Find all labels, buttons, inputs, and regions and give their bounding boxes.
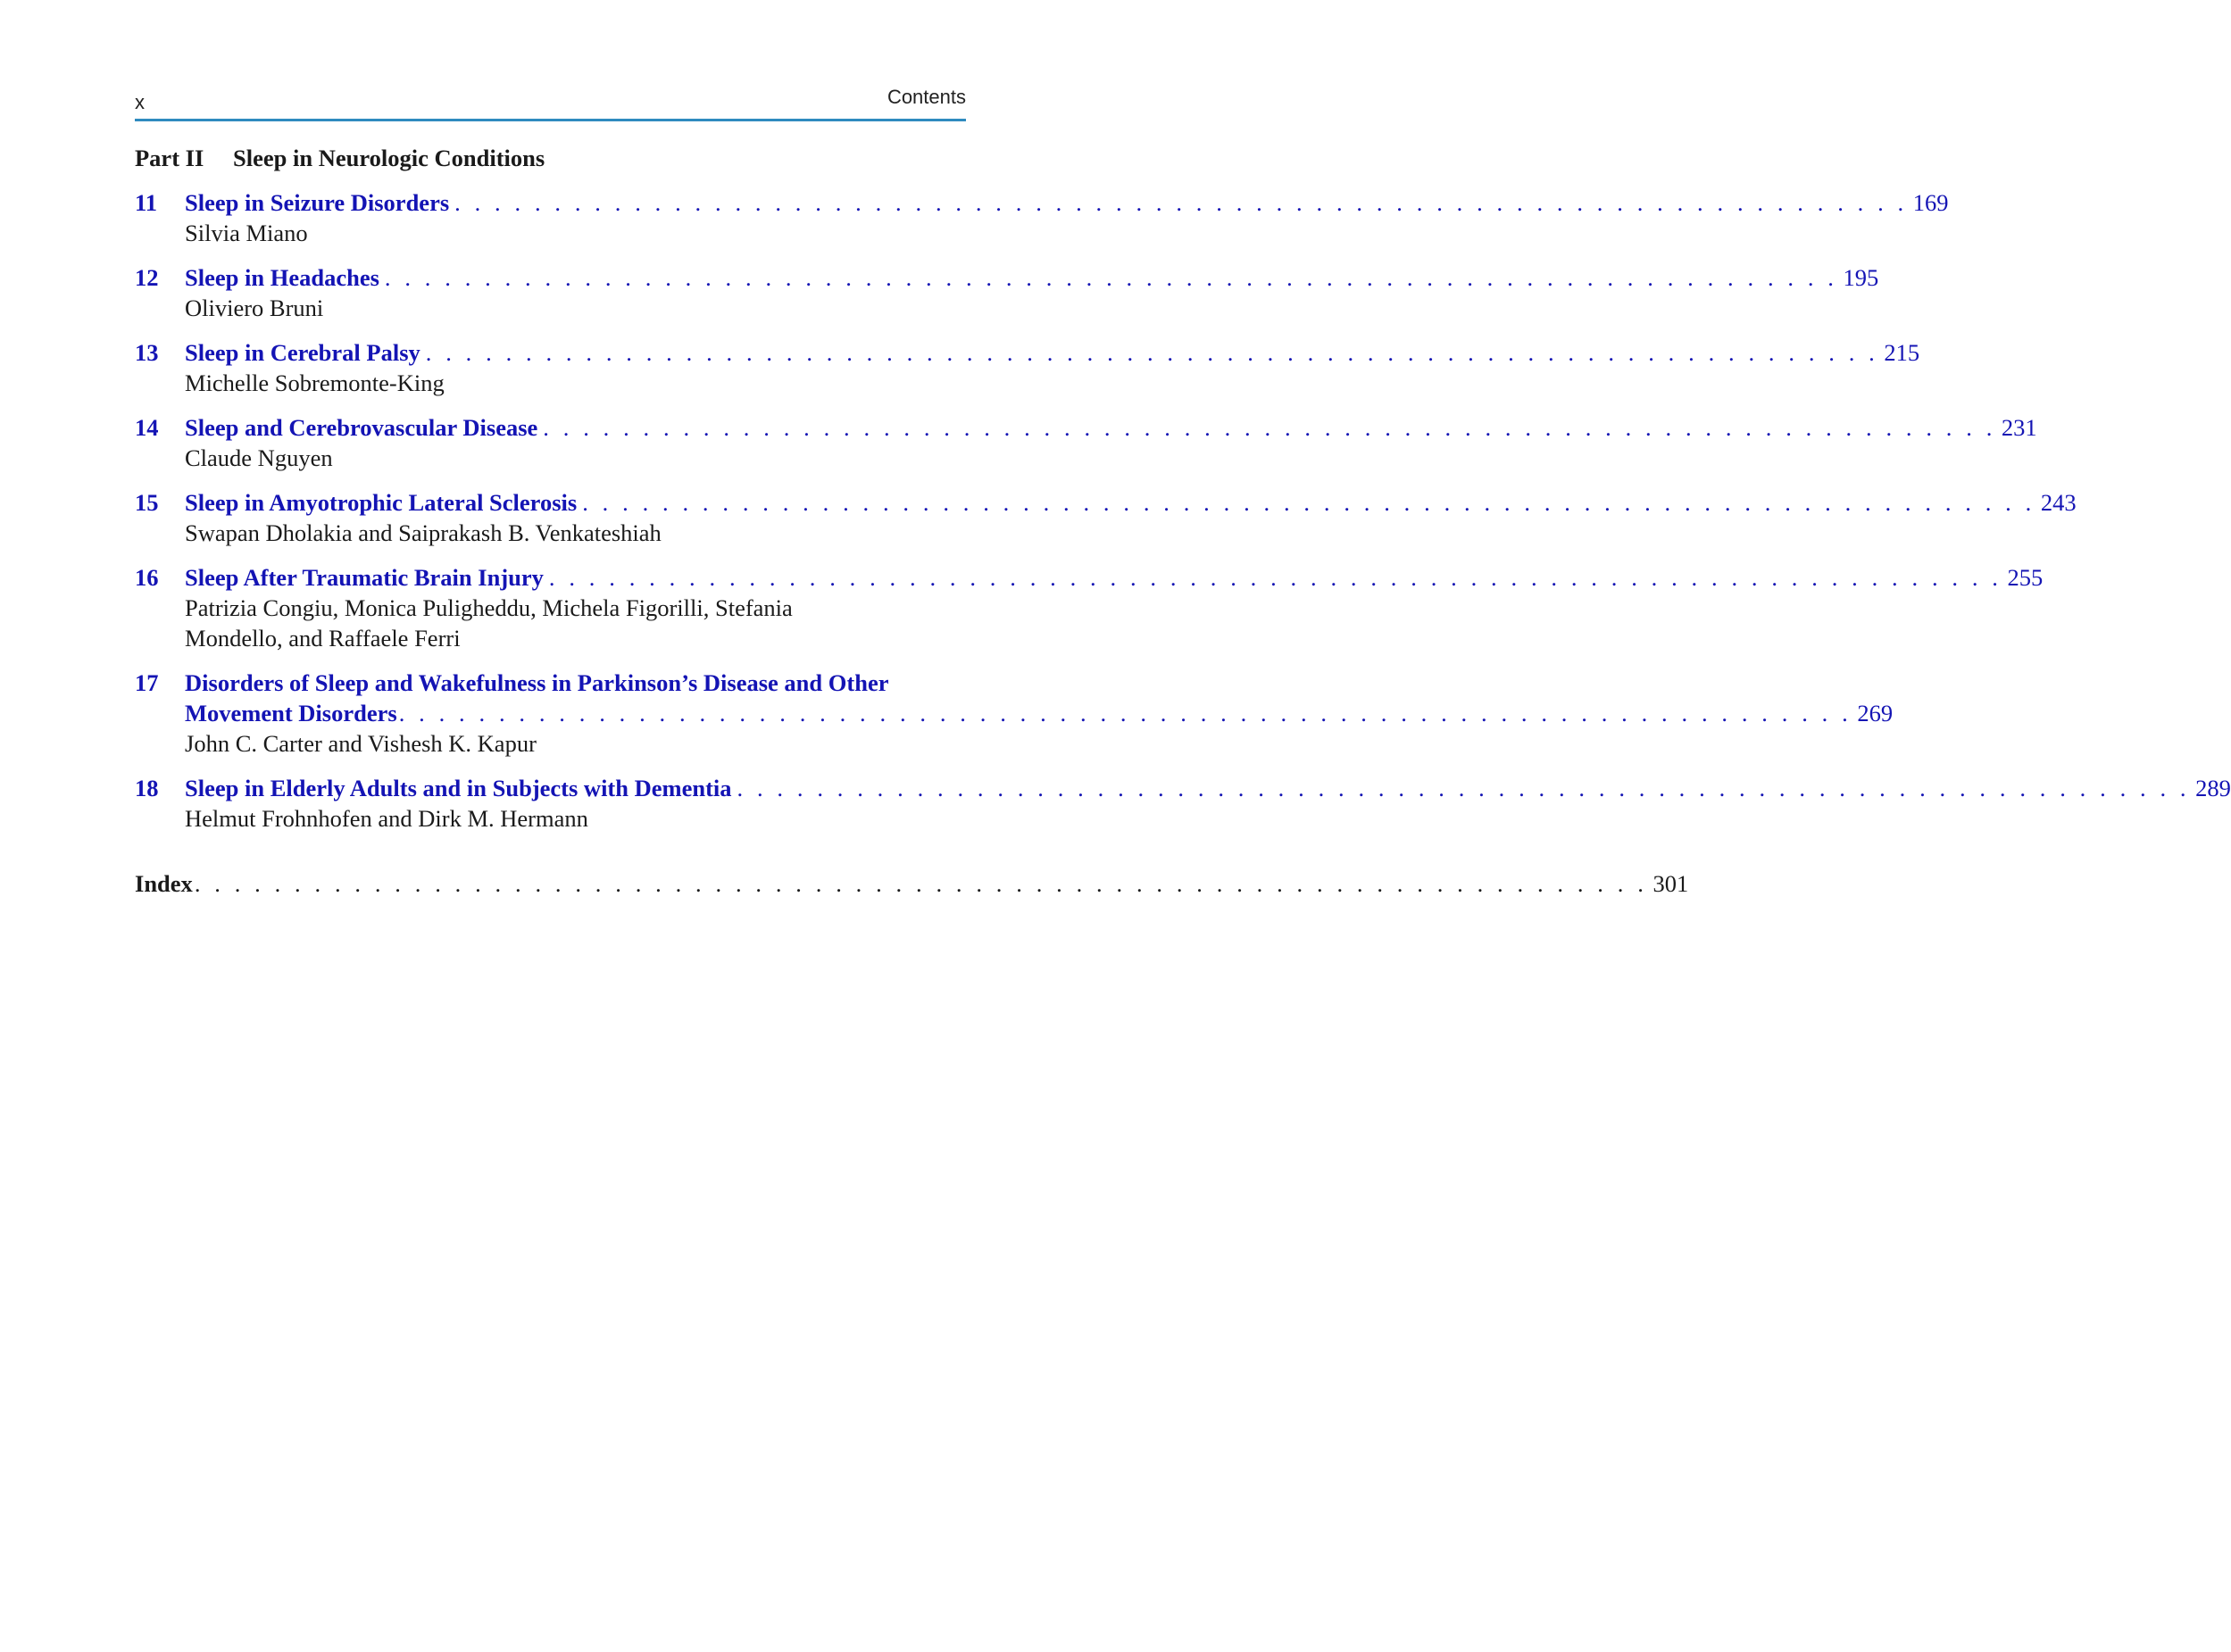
toc-entry-link[interactable] <box>135 187 1949 218</box>
chapter-page: 231 <box>2001 414 2037 441</box>
chapter-title-continued: Movement Disorders <box>185 700 397 726</box>
index-entry[interactable] <box>135 868 1689 899</box>
index-page: 301 <box>1652 870 1689 897</box>
chapter-number: 11 <box>135 189 158 216</box>
chapter-number: 18 <box>135 775 159 801</box>
toc-entry-link[interactable] <box>135 773 2231 803</box>
toc-entry-link[interactable] <box>135 668 966 698</box>
chapter-number: 14 <box>135 414 159 441</box>
dot-leader: . . . . . . . . . . . . . . . . . . . . . . . . . . . . . . . . . . . . . . . . . . . . . . . . . . . . . . . . . . . . . . . . . . . . . . . . . <box>548 564 2002 591</box>
index-label: Index <box>135 870 193 897</box>
chapter-authors: Mondello, and Raffaele Ferri <box>185 625 461 652</box>
chapter-authors: Patrizia Congiu, Monica Puligheddu, Michela Figorilli, Stefania <box>185 594 793 621</box>
part-title: Sleep in Neurologic Conditions <box>233 145 545 171</box>
dot-leader: . . . . . . . . . . . . . . . . . . . . . . . . . . . . . . . . . . . . . . . . . . . . . . . . . . . . . . . . . . . . . . . . . . . . . . . . . <box>543 414 1996 441</box>
toc-entry <box>135 187 1949 248</box>
chapter-title: Sleep in Elderly Adults and in Subjects with Dementia <box>185 775 732 801</box>
running-head <box>135 86 966 118</box>
toc-entry-link[interactable] <box>185 698 1894 728</box>
chapter-page: 269 <box>1857 700 1894 726</box>
chapter-page: 255 <box>2007 564 2044 591</box>
chapter-number: 17 <box>135 669 159 696</box>
toc-page <box>135 86 2231 897</box>
toc-entry-link[interactable] <box>135 487 2077 518</box>
chapter-page: 195 <box>1843 264 1879 291</box>
toc-entry-link[interactable] <box>135 262 1879 293</box>
dot-leader: . . . . . . . . . . . . . . . . . . . . . . . . . . . . . . . . . . . . . . . . . . . . . . . . . . . . . . . . . . . . . . . . . . . . . . . . . <box>398 700 1852 726</box>
toc-entry-link[interactable] <box>135 337 1920 368</box>
chapter-title: Disorders of Sleep and Wakefulness in Parkinson’s Disease and Other <box>185 669 889 696</box>
chapter-number: 15 <box>135 489 159 516</box>
toc-entry <box>135 337 1920 398</box>
chapter-page: 215 <box>1884 339 1920 366</box>
chapter-page: 289 <box>2195 775 2231 801</box>
dot-leader: . . . . . . . . . . . . . . . . . . . . . . . . . . . . . . . . . . . . . . . . . . . . . . . . . . . . . . . . . . . . . . . . . . . . . . . . . <box>454 189 1908 216</box>
chapter-title: Sleep in Seizure Disorders <box>185 189 450 216</box>
chapter-title: Sleep in Amyotrophic Lateral Sclerosis <box>185 489 578 516</box>
dot-leader: . . . . . . . . . . . . . . . . . . . . . . . . . . . . . . . . . . . . . . . . . . . . . . . . . . . . . . . . . . . . . . . . . . . . . . . . . <box>582 489 2035 516</box>
chapter-title: Sleep in Cerebral Palsy <box>185 339 420 366</box>
chapter-title: Sleep in Headaches <box>185 264 379 291</box>
chapter-authors: Claude Nguyen <box>185 444 333 471</box>
toc-entry <box>135 487 2077 548</box>
toc-entry <box>135 562 2044 653</box>
chapter-number: 16 <box>135 564 159 591</box>
dot-leader: . . . . . . . . . . . . . . . . . . . . . . . . . . . . . . . . . . . . . . . . . . . . . . . . . . . . . . . . . . . . . . . . . . . . . . . . . <box>194 870 1648 897</box>
toc-entry <box>135 668 1894 759</box>
chapter-number: 13 <box>135 339 159 366</box>
chapter-title: Sleep and Cerebrovascular Disease <box>185 414 538 441</box>
dot-leader: . . . . . . . . . . . . . . . . . . . . . . . . . . . . . . . . . . . . . . . . . . . . . . . . . . . . . . . . . . . . . . . . . . . . . . . . . <box>425 339 1879 366</box>
toc-entry-link[interactable] <box>135 562 2044 593</box>
chapter-authors: Swapan Dholakia and Saiprakash B. Venkateshiah <box>185 519 662 546</box>
toc-entry <box>135 262 1879 323</box>
toc-entry-link[interactable] <box>135 412 2037 443</box>
toc-entry <box>135 773 2231 834</box>
page-number: x <box>135 91 145 113</box>
chapter-authors: Helmut Frohnhofen and Dirk M. Hermann <box>185 805 588 832</box>
running-head-title: Contents <box>887 86 966 108</box>
dot-leader: . . . . . . . . . . . . . . . . . . . . . . . . . . . . . . . . . . . . . . . . . . . . . . . . . . . . . . . . . . . . . . . . . . . . . . . . . <box>384 264 1838 291</box>
chapter-authors: Michelle Sobremonte-King <box>185 369 445 396</box>
chapter-authors: Oliviero Bruni <box>185 295 324 321</box>
part-label: Part II <box>135 145 204 171</box>
chapter-page: 169 <box>1912 189 1949 216</box>
toc-entry <box>135 412 2037 473</box>
part-heading <box>135 145 545 172</box>
chapter-list <box>135 187 2231 848</box>
chapter-page: 243 <box>2040 489 2077 516</box>
header-rule <box>135 119 966 121</box>
dot-leader: . . . . . . . . . . . . . . . . . . . . . . . . . . . . . . . . . . . . . . . . . . . . . . . . . . . . . . . . . . . . . . . . . . . . . . . . . <box>737 775 2191 801</box>
chapter-title: Sleep After Traumatic Brain Injury <box>185 564 544 591</box>
chapter-authors: John C. Carter and Vishesh K. Kapur <box>185 730 537 757</box>
chapter-number: 12 <box>135 264 159 291</box>
chapter-authors: Silvia Miano <box>185 220 308 246</box>
